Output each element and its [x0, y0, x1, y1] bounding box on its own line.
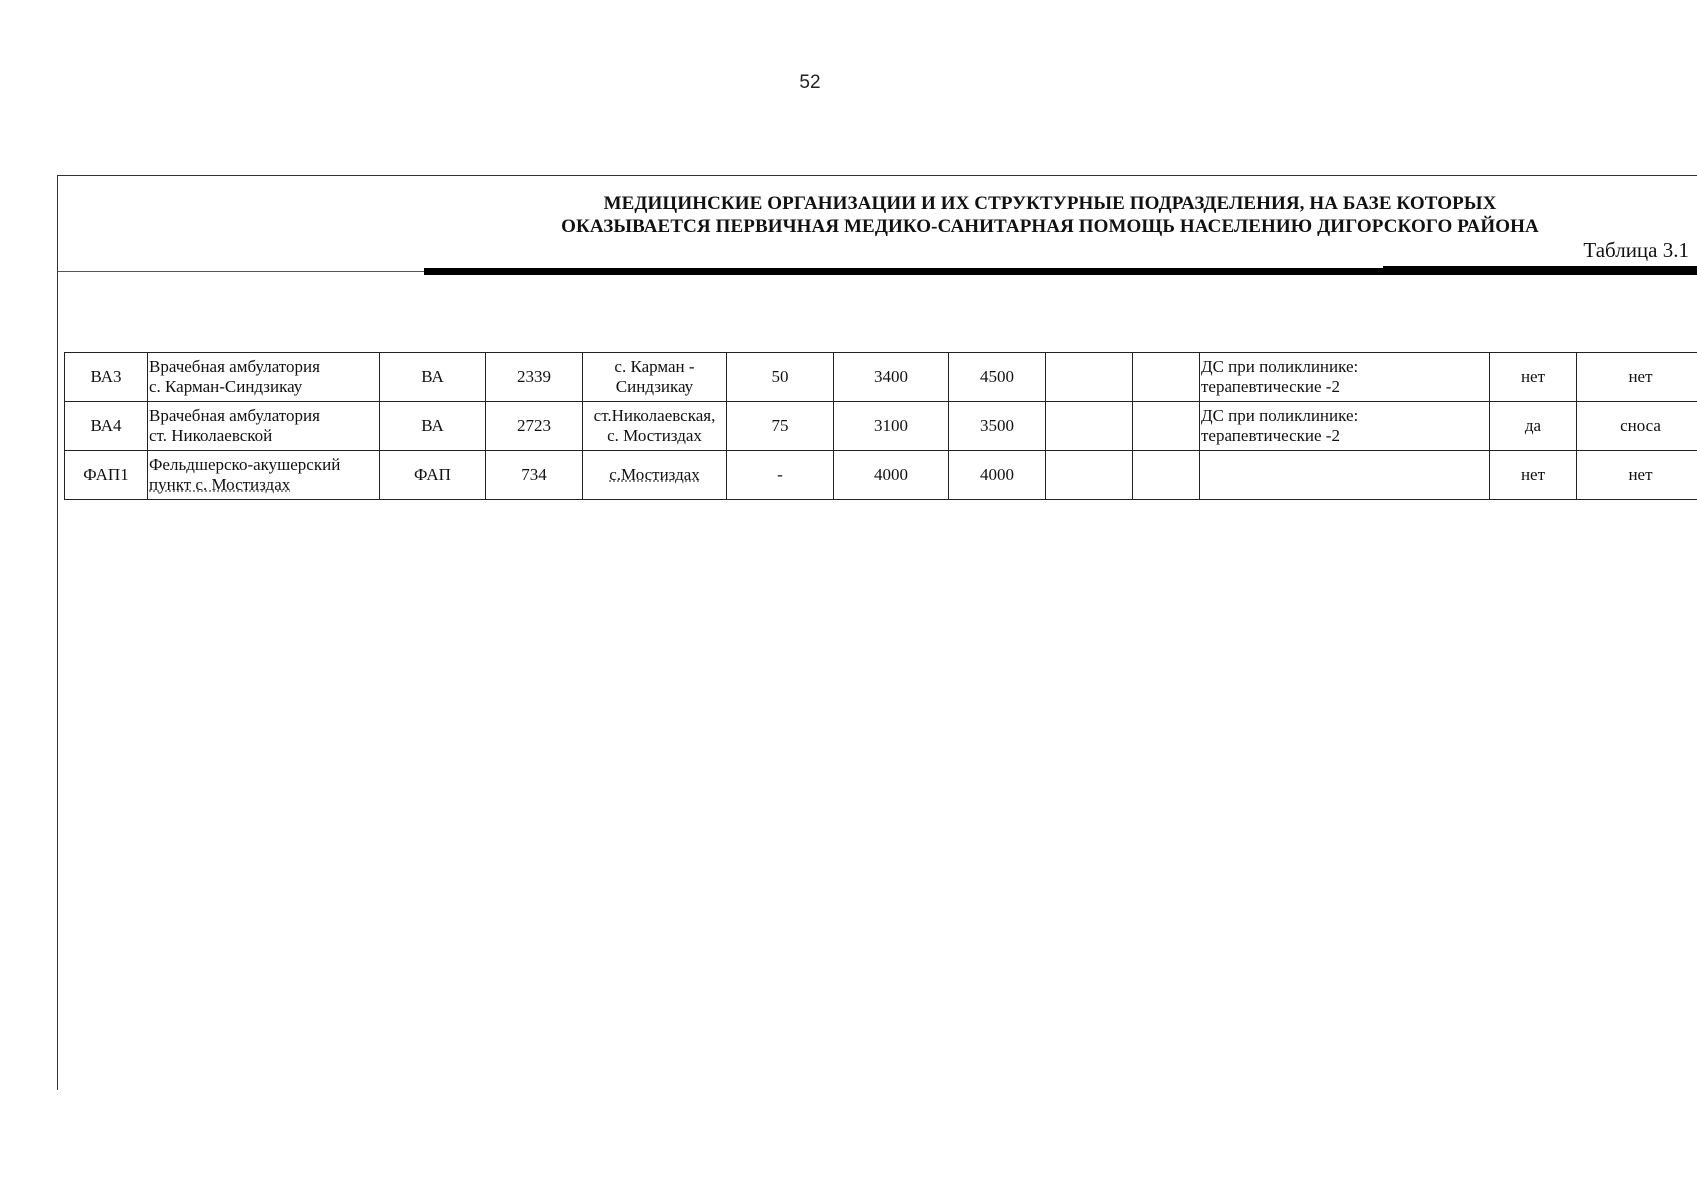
table-row [65, 451, 1697, 500]
cell-value-6: да [1490, 402, 1577, 451]
cell-value-4 [1046, 353, 1133, 402]
cell-value-1: - [727, 451, 834, 500]
cell-value-2: 3100 [834, 402, 949, 451]
page-number: 52 [799, 72, 821, 93]
cell-value-7: нет [1577, 451, 1697, 500]
cell-location [583, 353, 727, 402]
title-line-2: ОКАЗЫВАЕТСЯ ПЕРВИЧНАЯ МЕДИКО-САНИТАРНАЯ ПОМОЩЬ НАСЕЛЕНИЮ ДИГОРСКОГО РАЙОНА [561, 216, 1539, 237]
location-line-2: с. Мостиздах [607, 426, 702, 445]
day-hospital-line-2: терапевтические -2 [1201, 426, 1340, 445]
name-line-2: ст. Николаевской [149, 426, 273, 445]
cell-name [148, 353, 380, 402]
cell-day-hospital [1200, 451, 1490, 500]
cell-value-6: нет [1490, 451, 1577, 500]
cell-value-3: 3500 [949, 402, 1046, 451]
table-label: Таблица 3.1 [1583, 238, 1689, 262]
cell-value-4 [1046, 402, 1133, 451]
name-line-2: пункт с. Мостиздах [149, 475, 291, 494]
location-line-1: с.Мостиздах [609, 465, 700, 484]
cell-code: ВА4 [65, 402, 148, 451]
cell-value-3: 4500 [949, 353, 1046, 402]
name-line-1: Фельдшерско-акушерский [149, 455, 341, 474]
cell-code: ФАП1 [65, 451, 148, 500]
cell-type: ВА [380, 353, 486, 402]
cell-value-1: 75 [727, 402, 834, 451]
cell-value-5 [1133, 353, 1200, 402]
cell-value-2: 3400 [834, 353, 949, 402]
cell-name [148, 451, 380, 500]
table-row [65, 402, 1697, 451]
location-line-2: Синдзикау [615, 377, 694, 396]
header-rule-thin [58, 271, 424, 272]
day-hospital-line-2: терапевтические -2 [1201, 377, 1340, 396]
cell-value-3: 4000 [949, 451, 1046, 500]
cell-value-4 [1046, 451, 1133, 500]
cell-name [148, 402, 380, 451]
name-line-2: с. Карман-Синдзикау [149, 377, 303, 396]
header-rule-step [1383, 266, 1697, 269]
cell-type: ВА [380, 402, 486, 451]
cell-value-1: 50 [727, 353, 834, 402]
table-row [65, 353, 1697, 402]
title-line-1: МЕДИЦИНСКИЕ ОРГАНИЗАЦИИ И ИХ СТРУКТУРНЫЕ ПОДРАЗДЕЛЕНИЯ, НА БАЗЕ КОТОРЫХ [603, 193, 1497, 214]
cell-number: 2339 [486, 353, 583, 402]
cell-value-5 [1133, 402, 1200, 451]
cell-code: ВА3 [65, 353, 148, 402]
cell-value-6: нет [1490, 353, 1577, 402]
name-line-1: Врачебная амбулатория [149, 357, 320, 376]
header-rule-thick [424, 268, 1697, 275]
cell-day-hospital [1200, 402, 1490, 451]
cell-value-2: 4000 [834, 451, 949, 500]
cell-type: ФАП [380, 451, 486, 500]
cell-location [583, 451, 727, 500]
frame-top-border [58, 175, 1697, 176]
cell-number: 2723 [486, 402, 583, 451]
location-line-1: ст.Николаевская, [593, 406, 716, 425]
cell-value-5 [1133, 451, 1200, 500]
organizations-table [64, 352, 1697, 500]
cell-day-hospital [1200, 353, 1490, 402]
day-hospital-line-1: ДС при поликлинике: [1201, 406, 1359, 425]
cell-value-7: нет [1577, 353, 1697, 402]
document-title [420, 192, 1680, 238]
cell-value-7: сноса [1577, 402, 1697, 451]
cell-location [583, 402, 727, 451]
day-hospital-line-1: ДС при поликлинике: [1201, 357, 1359, 376]
cell-number: 734 [486, 451, 583, 500]
name-line-1: Врачебная амбулатория [149, 406, 320, 425]
location-line-1: с. Карман - [614, 357, 695, 376]
frame-left-border [57, 175, 58, 1090]
